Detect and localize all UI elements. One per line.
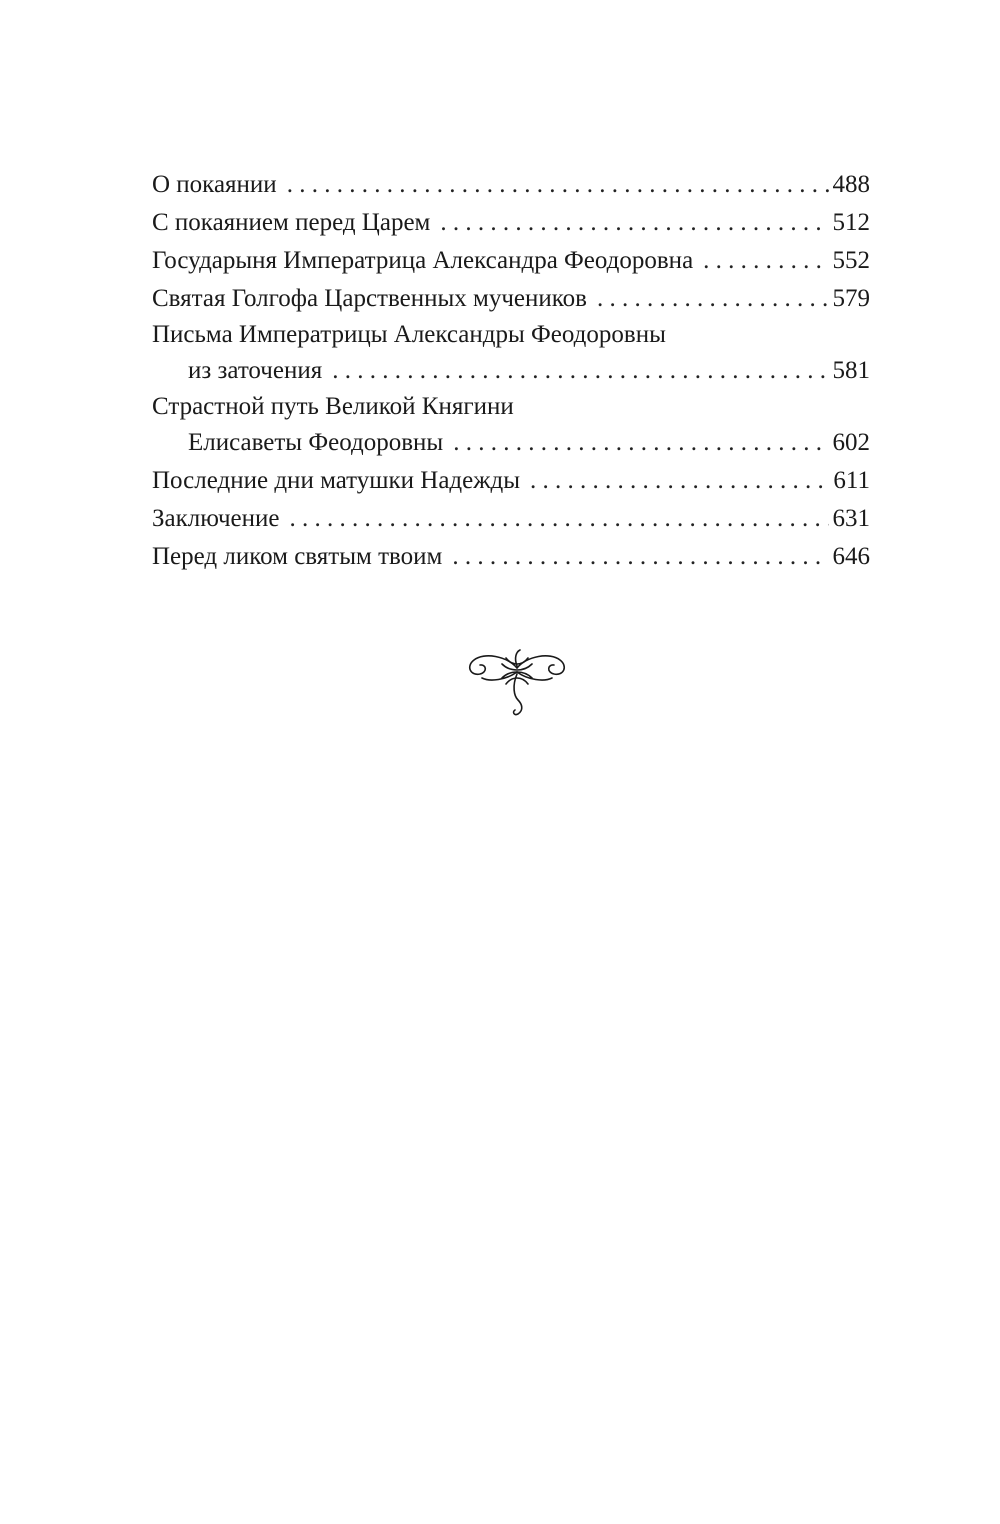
- toc-entry: [152, 166, 870, 204]
- dot-leader: [332, 352, 828, 390]
- dot-leader: [290, 500, 829, 538]
- flourish-ornament-icon: [462, 638, 572, 718]
- dot-leader: [530, 462, 829, 500]
- toc-entry-page: 512: [832, 209, 870, 236]
- toc-entry-title: Святая Голгофа Царственных мучеников: [152, 285, 587, 312]
- toc-entry-title: Перед ликом святым твоим: [152, 543, 443, 570]
- toc-entry-page: 488: [832, 171, 870, 198]
- toc-entry: [152, 242, 870, 280]
- toc-entry-page: 579: [832, 285, 870, 312]
- toc-entry-page: 611: [833, 467, 870, 494]
- toc-entry-title-continuation: Елисаветы Феодоровны: [188, 429, 444, 456]
- toc-entry: [152, 318, 870, 390]
- toc-entry-title: Заключение: [152, 505, 280, 532]
- toc-entry: [152, 280, 870, 318]
- toc-entry-page: 552: [832, 247, 870, 274]
- toc-entry: [152, 204, 870, 242]
- toc-entry-title: О покаянии: [152, 171, 277, 198]
- toc-entry-title: Страстной путь Великой Княгини: [152, 393, 514, 420]
- dot-leader: [287, 166, 829, 204]
- dot-leader: [597, 280, 829, 318]
- toc-entry-page: 602: [832, 429, 870, 456]
- table-of-contents: [152, 166, 870, 576]
- toc-entry: [152, 390, 870, 462]
- dot-leader: [703, 242, 828, 280]
- dot-leader: [452, 538, 828, 576]
- toc-entry-page: 581: [832, 357, 870, 384]
- dot-leader: [440, 204, 828, 242]
- toc-entry-title: С покаянием перед Царем: [152, 209, 431, 236]
- toc-entry: [152, 538, 870, 576]
- toc-entry: [152, 462, 870, 500]
- toc-entry-title: Последние дни матушки Надежды: [152, 467, 521, 494]
- toc-entry-page: 631: [832, 505, 870, 532]
- toc-entry-page: 646: [832, 543, 870, 570]
- toc-entry: [152, 500, 870, 538]
- toc-entry-title: Письма Императрицы Александры Феодоровны: [152, 321, 666, 348]
- toc-entry-title-continuation: из заточения: [188, 357, 323, 384]
- dot-leader: [453, 424, 828, 462]
- toc-entry-title: Государыня Императрица Александра Феодоровна: [152, 247, 694, 274]
